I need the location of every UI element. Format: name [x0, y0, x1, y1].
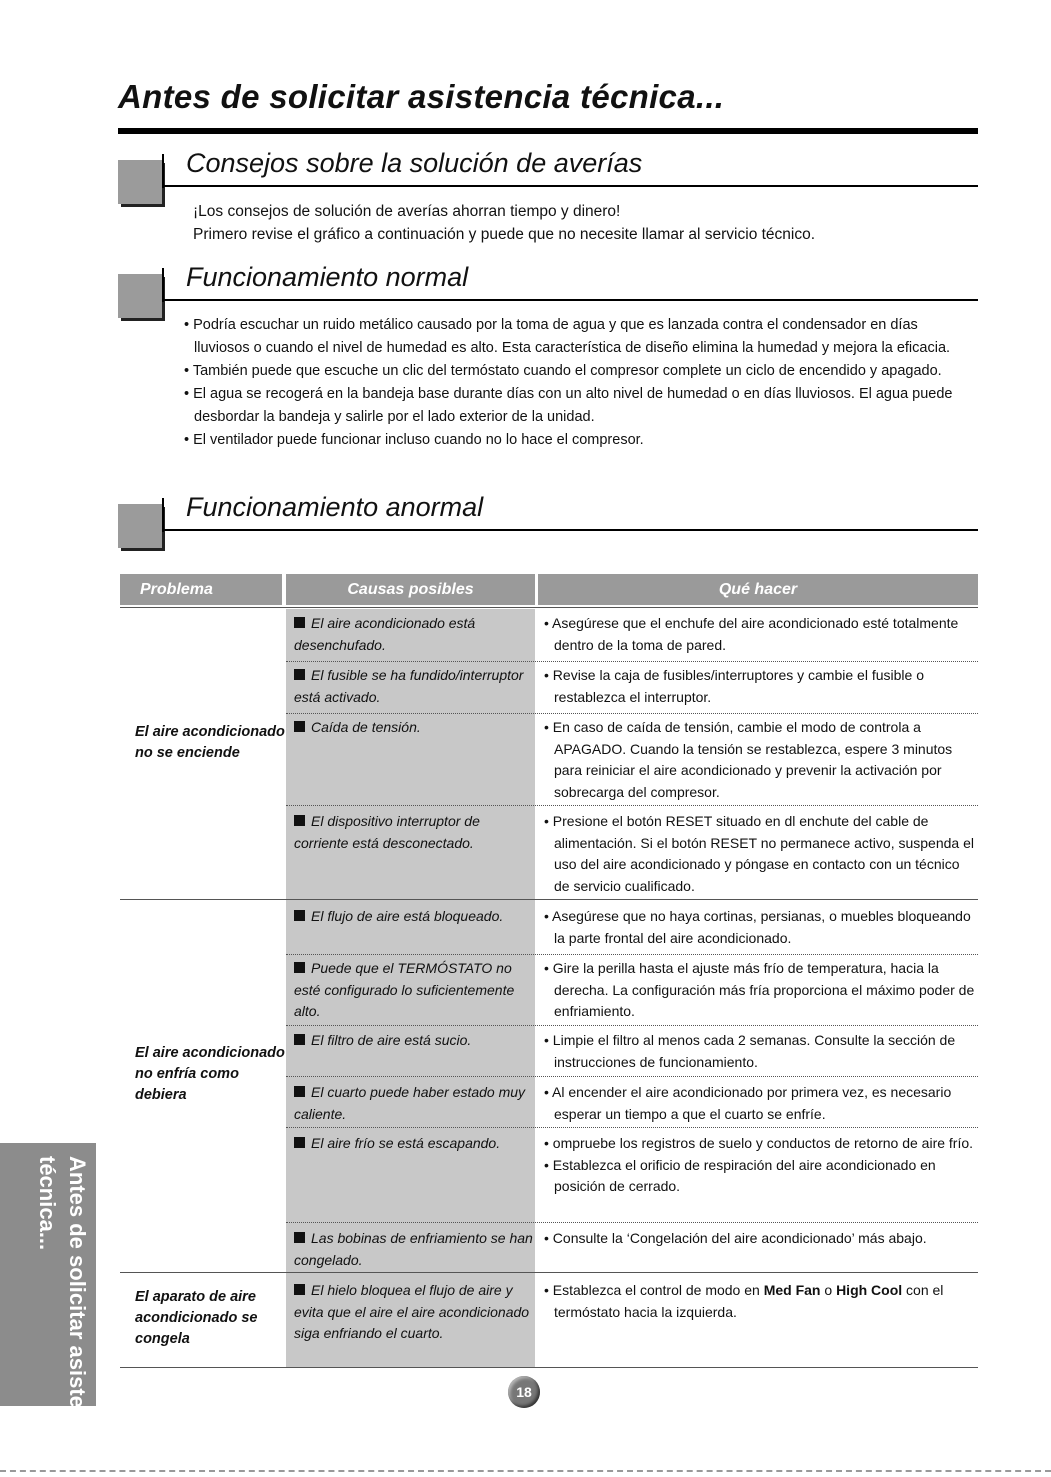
row-divider [286, 954, 978, 955]
section-marker-stem [162, 154, 164, 188]
cause-text: El aire acondicionado está desenchufado. [294, 615, 476, 653]
section-title-consejos: Consejos sobre la solución de averías [186, 148, 643, 178]
consejos-intro [193, 200, 815, 246]
fix-text: • Consulte la ‘Congelación del aire acondicionado’ más abajo. [544, 1230, 927, 1246]
normal-operation-list [184, 314, 974, 452]
section-rule [162, 529, 978, 531]
fix-text: • En caso de caída de tensión, cambie el modo de controla a APAGADO. Cuando la tensión se restablezca, espere 3 minutos para reiniciar el aire acondicionado y prevenir la activación por sobrecarga del compresor. [544, 719, 953, 800]
intro-line: ¡Los consejos de solución de averías ahorran tiempo y dinero! [193, 203, 621, 220]
cause-text: Caída de tensión. [311, 719, 421, 735]
cause-text: El aire frío se está escapando. [311, 1135, 501, 1151]
section-rule [162, 299, 978, 301]
cause-cell [294, 1228, 534, 1271]
fix-cell [544, 811, 976, 897]
fix-text: • Revise la caja de fusibles/interruptores y cambie el fusible o restablezca el interruptor. [544, 667, 924, 705]
fix-cell [544, 1082, 976, 1125]
row-divider [286, 805, 978, 806]
section-title-normal: Funcionamiento normal [186, 262, 469, 292]
row-divider [286, 1222, 978, 1223]
section-marker [118, 160, 162, 204]
cause-text: El hielo bloquea el flujo de aire y evita que el aire el aire acondicionado siga enfriando el cuarto. [294, 1282, 530, 1341]
section-marker [118, 274, 162, 318]
cause-cell [294, 1030, 534, 1052]
cause-text: El fusible se ha fundido/interruptor está activado. [294, 667, 524, 705]
square-bullet-icon [294, 910, 305, 921]
cause-cell [294, 1133, 534, 1155]
fix-cell [544, 665, 976, 708]
table-rule [120, 1272, 978, 1273]
header-causes: Causas posibles [286, 574, 535, 605]
page-title: Antes de solicitar asistencia técnica... [118, 78, 725, 115]
table-rule [120, 607, 978, 608]
row-divider [286, 661, 978, 662]
square-bullet-icon [294, 1086, 305, 1097]
square-bullet-icon [294, 669, 305, 680]
fix-cell [544, 613, 976, 656]
row-divider [286, 1076, 978, 1077]
bottom-rule [0, 1470, 1051, 1472]
title-rule [118, 128, 978, 134]
section-normal-header [118, 262, 978, 322]
list-item: • Podría escuchar un ruido metálico causado por la toma de agua y que es lanzada contra el condensador en días lluviosos o cuando el nivel de humedad es alto. Esta característica de diseño elimina la humedad y mejora la eficacia. [184, 317, 951, 356]
list-item: • El ventilador puede funcionar incluso cuando no lo hace el compresor. [184, 432, 644, 448]
square-bullet-icon [294, 1034, 305, 1045]
cause-cell [294, 717, 534, 739]
mode-med-fan: Med Fan [763, 1282, 821, 1298]
fix-text-part: o [820, 1282, 837, 1298]
table-rule [120, 899, 978, 900]
square-bullet-icon [294, 1232, 305, 1243]
section-marker-stem [162, 498, 164, 532]
square-bullet-icon [294, 962, 305, 973]
square-bullet-icon [294, 721, 305, 732]
fix-cell [544, 958, 976, 1023]
row-divider [286, 713, 978, 714]
section-title-anormal: Funcionamiento anormal [186, 492, 484, 522]
square-bullet-icon [294, 815, 305, 826]
side-tab-line: técnica... [35, 1156, 60, 1251]
list-item: • También puede que escuche un clic del termóstato cuando el compresor complete un ciclo de encendido y apagado. [184, 363, 942, 379]
cause-text: Puede que el TERMÓSTATO no esté configurado lo suficientemente alto. [294, 960, 515, 1019]
fix-cell [544, 906, 976, 949]
cause-cell [294, 811, 534, 854]
cause-cell [294, 1280, 534, 1345]
cause-cell [294, 665, 534, 708]
square-bullet-icon [294, 1284, 305, 1295]
cause-cell [294, 613, 534, 656]
fix-text: • Asegúrese que no haya cortinas, persianas, o muebles bloqueando la parte frontal del aire acondicionado. [544, 908, 971, 946]
cause-text: El filtro de aire está sucio. [311, 1032, 472, 1048]
fix-text: • Presione el botón RESET situado en dl enchute del cable de alimentación. Si el botón RESET no permanece activo, suspenda el uso del aire acondicionado y póngase en contacto con un técnico de servicio cualificado. [544, 813, 974, 894]
fix-text: • Asegúrese que el enchufe del aire acondicionado esté totalmente dentro de la toma de pared. [544, 615, 959, 653]
cause-text: El flujo de aire está bloqueado. [311, 908, 504, 924]
troubleshooting-table [120, 574, 978, 1374]
problem-cell: El aire acondicionado no enfría como debiera [135, 1045, 285, 1103]
header-fix: Qué hacer [538, 574, 978, 605]
table-rule [120, 1367, 978, 1368]
fix-text-part: con el termóstato hacia la izquierda. [554, 1282, 944, 1320]
problem-cell: El aparato de aire acondicionado se congela [135, 1289, 258, 1347]
header-problem: Problema [120, 574, 282, 605]
cause-text: Las bobinas de enfriamiento se han congelado. [294, 1230, 533, 1268]
page-number: 18 [508, 1376, 540, 1408]
cause-text: El dispositivo interruptor de corriente está desconectado. [294, 813, 480, 851]
cause-cell [294, 906, 534, 928]
section-rule [162, 185, 978, 187]
cause-cell [294, 958, 534, 1023]
square-bullet-icon [294, 1137, 305, 1148]
intro-line: Primero revise el gráfico a continuación y puede que no necesite llamar al servicio técnico. [193, 226, 816, 243]
fix-text: • Limpie el filtro al menos cada 2 semanas. Consulte la sección de instrucciones de funcionamiento. [544, 1032, 956, 1070]
fix-cell [544, 1228, 976, 1250]
section-consejos-header [118, 148, 978, 208]
section-anormal-header [118, 492, 978, 552]
fix-cell [544, 1030, 976, 1073]
section-marker [118, 504, 162, 548]
square-bullet-icon [294, 617, 305, 628]
section-marker-stem [162, 268, 164, 302]
row-divider [286, 1127, 978, 1128]
cause-text: El cuarto puede haber estado muy caliente. [294, 1084, 526, 1122]
cause-cell [294, 1082, 534, 1125]
fix-cell [544, 717, 976, 803]
problem-cell: El aire acondicionado no se enciende [135, 724, 285, 761]
list-item: • El agua se recogerá en la bandeja base durante días con un alto nivel de humedad o en días lluviosos. El agua puede desbordar la bandeja y salirle por el lado exterior de la unidad. [184, 386, 953, 425]
fix-cell [544, 1280, 976, 1323]
side-tab-line: Antes de solicitar asistencia [65, 1156, 90, 1452]
fix-text: • Establezca el orificio de respiración del aire acondicionado en posición de cerrado. [544, 1156, 936, 1194]
side-tab-label [6, 1150, 94, 1452]
fix-text [544, 1280, 976, 1323]
fix-text-part: • Establezca el control de modo en [544, 1282, 764, 1298]
fix-cell [544, 1133, 976, 1198]
row-divider [286, 1025, 978, 1026]
fix-text: • ompruebe los registros de suelo y conductos de retorno de aire frío. [544, 1135, 974, 1151]
fix-text: • Gire la perilla hasta el ajuste más frío de temperatura, hacia la derecha. La configuración más fría proporciona el máximo poder de enfriamiento. [544, 960, 975, 1019]
fix-text: • Al encender el aire acondicionado por primera vez, es necesario esperar un tiempo a que el cuarto se enfríe. [544, 1084, 952, 1122]
mode-high-cool: High Cool [836, 1282, 903, 1298]
